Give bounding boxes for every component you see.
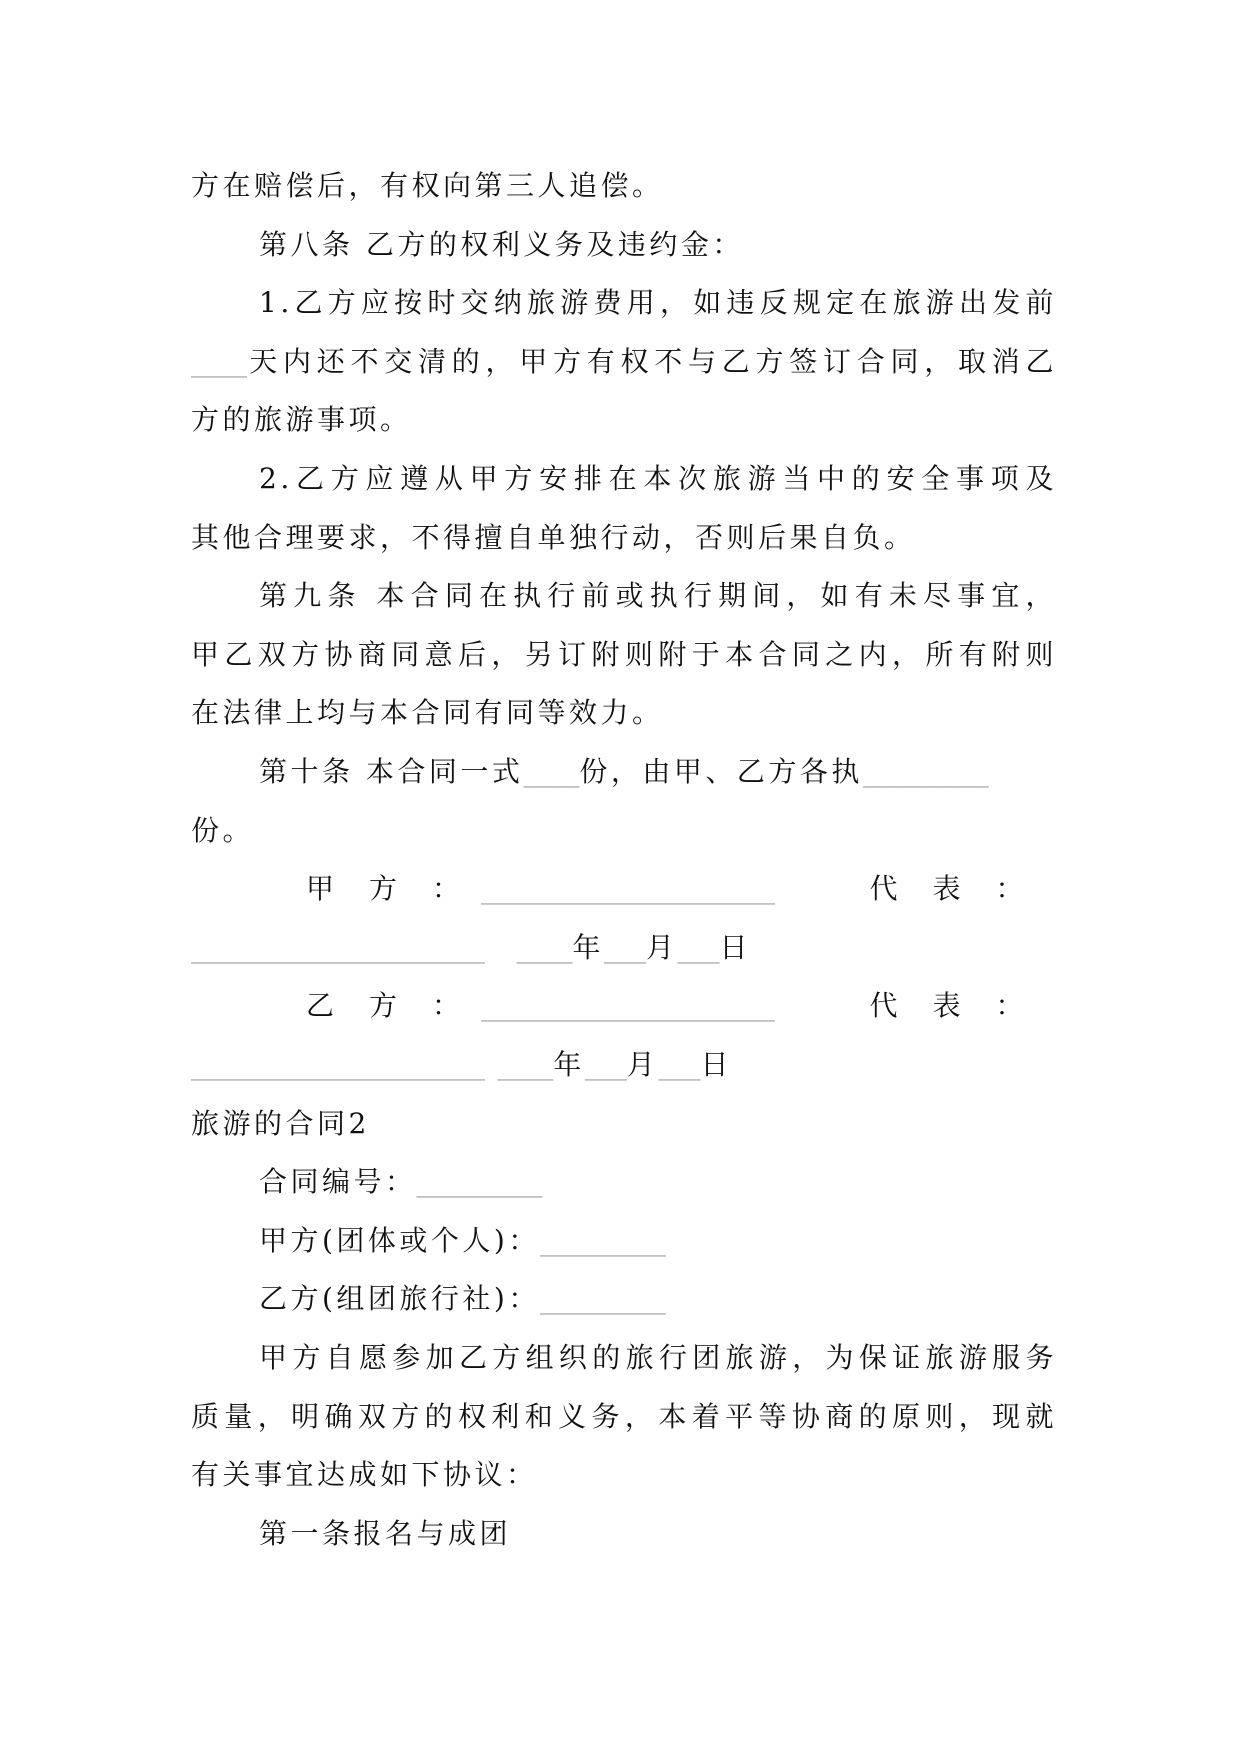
text-segment: 第九条 本合同在执行前或执行期间，如有未尽事宜， [259,579,1057,613]
text-segment: 日 [700,1048,732,1081]
text-line [191,1338,1057,1378]
text-line [191,869,1057,909]
text-segment: 方在赔偿后，有权向第三人追偿。 [191,169,664,202]
text-segment: 代 表 ： [775,872,1028,906]
text-line [191,1455,1057,1495]
text-segment: 甲 方 ： [306,872,482,906]
fill-in-blank: ____ [497,1048,554,1081]
text-segment: 第十条 本合同一式 [259,755,524,788]
fill-in-blank: ____ [523,755,580,788]
text-segment: 月 [646,930,678,964]
fill-in-blank: ____ [516,930,573,964]
text-segment: 乙 方 ： [306,989,482,1023]
text-line [191,1045,1057,1085]
fill-in-blank: _____________________ [191,930,485,964]
text-segment: 在法律上均与本合同有同等效力。 [191,696,664,730]
text-line [191,693,1057,733]
text-line [191,342,1057,382]
text-segment: 年 [553,1048,585,1081]
text-segment: 2.乙方应遵从甲方安排在本次旅游当中的安全事项及 [259,462,1057,495]
fill-in-blank: ___ [604,930,647,964]
fill-in-blank: ___ [584,1048,627,1081]
fill-in-blank: ___ [658,1048,701,1081]
text-segment: 年 [572,930,605,964]
text-segment: 1.乙方应按时交纳旅游费用，如违反规定在旅游出发前 [259,286,1057,320]
text-segment [485,931,517,964]
text-line [191,1397,1057,1437]
text-segment: 日 [719,930,752,964]
text-line [191,518,1057,558]
text-line [191,166,1057,206]
fill-in-blank: ____ [191,344,247,378]
fill-in-blank: _____________________ [481,872,776,906]
text-segment [485,1048,497,1081]
text-line [191,752,1057,792]
text-segment: 合同编号： [259,1165,417,1199]
text-segment: 甲方自愿参加乙方组织的旅行团旅游，为保证旅游服务 [259,1341,1057,1374]
text-segment: 份，由甲、乙方各执 [579,755,863,788]
text-line [191,928,1057,968]
text-segment: 代 表 ： [775,989,1028,1023]
text-segment: 乙方(组团旅行社)： [259,1282,540,1316]
text-line [191,576,1057,616]
fill-in-blank: _________ [539,1282,666,1316]
text-segment: 方的旅游事项。 [191,403,412,437]
text-segment: 第八条 乙方的权利义务及违约金： [259,227,744,261]
text-segment: 第一条报名与成团 [259,1516,512,1550]
text-segment: 其他合理要求，不得擅自单独行动，否则后果自负。 [191,520,916,554]
fill-in-blank: _________ [416,1165,543,1199]
fill-in-blank: _________ [539,1223,666,1257]
text-line [191,400,1057,440]
text-line [191,1162,1057,1202]
text-line [191,635,1057,675]
fill-in-blank: _____________________ [191,1048,485,1081]
text-segment: 有关事宜达成如下协议： [191,1458,538,1492]
text-segment: 份。 [191,813,255,847]
text-line [191,225,1057,265]
text-segment: 月 [626,1048,659,1081]
text-segment: 质量，明确双方的权利和义务，本着平等协商的原则，现就 [191,1399,1057,1433]
fill-in-blank: _____________________ [481,989,776,1023]
fill-in-blank: ___ [677,930,720,964]
text-segment: 天内还不交清的，甲方有权不与乙方签订合同，取消乙 [247,344,1057,378]
text-line [191,1514,1057,1554]
text-line [191,459,1057,499]
text-line [191,1104,1057,1144]
text-segment: 甲乙双方协商同意后，另订附则附于本合同之内，所有附则 [191,637,1057,671]
text-line [191,1221,1057,1261]
text-segment: 旅游的合同2 [191,1106,370,1140]
text-line [191,283,1057,323]
text-line [191,1279,1057,1319]
text-line [191,811,1057,851]
text-line [191,986,1057,1026]
fill-in-blank: _________ [862,755,989,788]
text-segment: 甲方(团体或个人)： [259,1223,540,1257]
